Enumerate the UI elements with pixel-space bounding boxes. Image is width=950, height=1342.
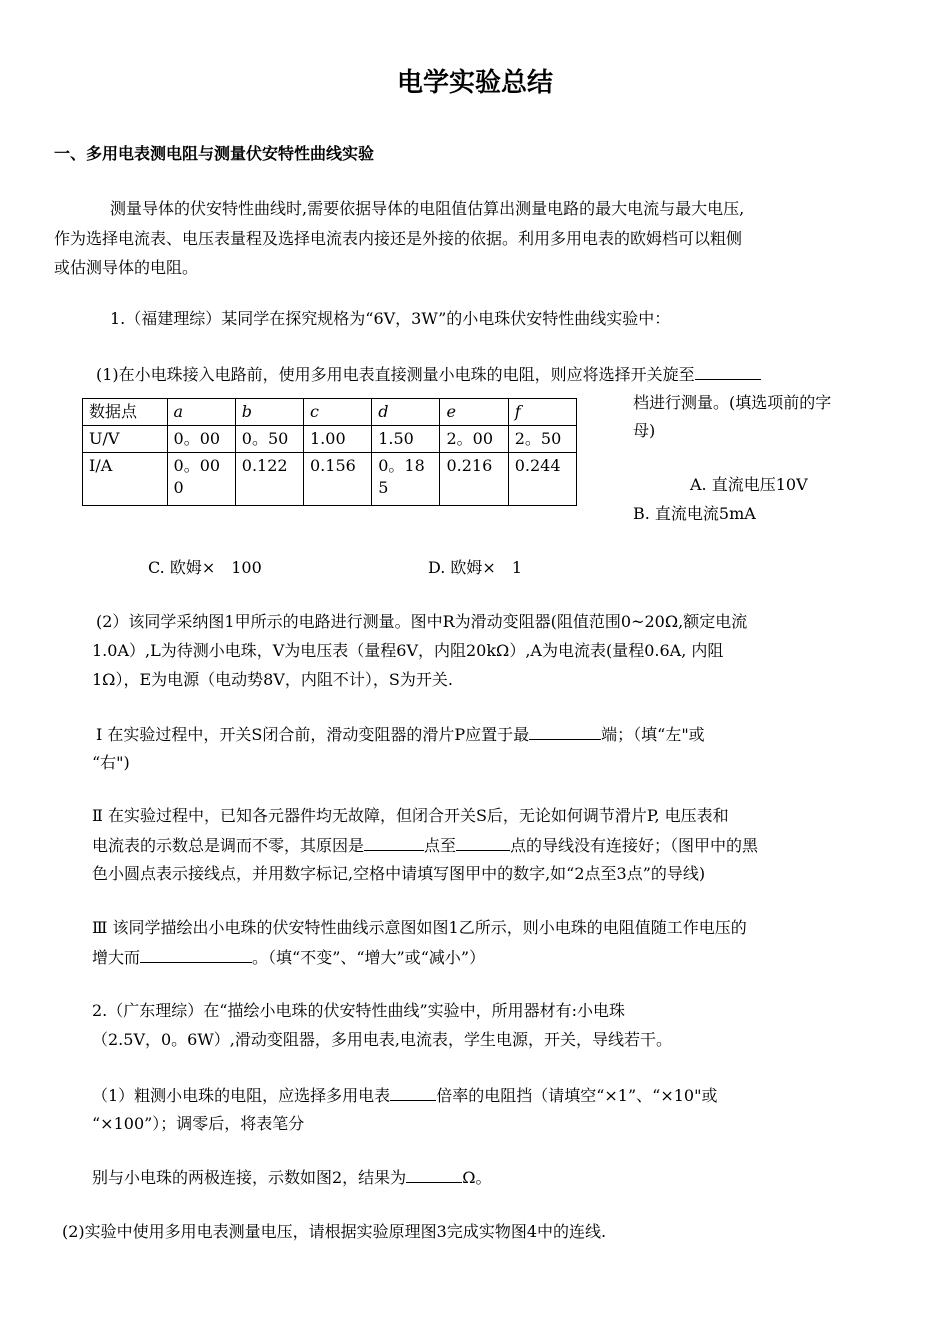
table-cell: 0。50 bbox=[235, 426, 303, 453]
page-title: 电学实验总结 bbox=[396, 68, 553, 98]
q2-part2: (2)实验中使用多用电表测量电压，请根据实验原理图3完成实物图4中的连线. bbox=[62, 1222, 607, 1241]
table-header-cell: 数据点 bbox=[83, 399, 168, 426]
answer-blank bbox=[695, 364, 761, 380]
table-header-row bbox=[83, 399, 577, 426]
table-header-cell: e bbox=[440, 399, 508, 426]
question-2-stem-2: （2.5V，0。6W）,滑动变阻器，多用电表,电流表，学生电源，开关，导线若干。 bbox=[92, 1030, 672, 1049]
table-cell: 0.216 bbox=[440, 453, 508, 506]
q1-roman3-line2: 增大而 。（填“不变”、“增大”或“减小”） bbox=[92, 948, 486, 967]
table-cell: 0.156 bbox=[304, 453, 372, 506]
table-header-cell: c bbox=[304, 399, 372, 426]
table-header-cell: a bbox=[167, 399, 235, 426]
q2-part1-line3: 别与小电珠的两极连接，示数如图2，结果为 Ω。 bbox=[92, 1168, 492, 1187]
answer-blank bbox=[140, 947, 252, 963]
q1-part2-line1: (2）该同学采纳图1甲所示的电路进行测量。图中R为滑动变阻器(阻值范围0~20Ω,额定电流 bbox=[96, 612, 748, 631]
table-cell: 0。00 bbox=[167, 426, 235, 453]
table-header-cell: f bbox=[508, 399, 576, 426]
table-cell: 0。000 bbox=[167, 453, 235, 506]
q1-part2-line2: 1.0A）,L为待测小电珠，V为电压表（量程6V，内阻20kΩ）,A为电流表(量程0.6A, 内阻 bbox=[92, 641, 724, 660]
data-table bbox=[82, 398, 577, 506]
q1-roman1-line1: Ⅰ 在实验过程中，开关S闭合前，滑动变阻器的滑片P应置于最 端；（填“左"或 bbox=[96, 725, 705, 744]
table-cell: 2。50 bbox=[508, 426, 576, 453]
q1-part1-line2: 档进行测量。(填选项前的字 bbox=[633, 393, 832, 412]
table-cell: 0.244 bbox=[508, 453, 576, 506]
option-d: D. 欧姆× 1 bbox=[428, 558, 523, 577]
table-row bbox=[83, 426, 577, 453]
table-cell: U/V bbox=[83, 426, 168, 453]
option-c: C. 欧姆× 100 bbox=[148, 558, 262, 577]
answer-blank bbox=[456, 835, 510, 851]
q1-roman2-line2: 电流表的示数总是调而不零，其原因是 点至 点的导线没有连接好；（图甲中的黑 bbox=[92, 836, 759, 855]
answer-blank bbox=[406, 1167, 462, 1183]
section-heading: 一、多用电表测电阻与测量伏安特性曲线实验 bbox=[54, 144, 375, 163]
q1-roman2-line3: 色小圆点表示接线点，并用数字标记,空格中请填写图甲中的数字,如“2点至3点”的导线) bbox=[92, 864, 706, 883]
option-b: B. 直流电流5mA bbox=[633, 504, 756, 523]
q2-part1-line1: （1）粗测小电珠的电阻，应选择多用电表 倍率的电阻挡（请填空“×1”、“×10"或 bbox=[92, 1086, 718, 1105]
intro-line-3: 或估测导体的电阻。 bbox=[54, 258, 199, 277]
table-cell: 0。185 bbox=[372, 453, 440, 506]
q2-part1-line2: “×100”）；调零后，将表笔分 bbox=[92, 1114, 305, 1133]
q1-part1-line1 bbox=[96, 364, 761, 385]
q1-roman1-line2: “右") bbox=[92, 753, 130, 772]
intro-line-1: 测量导体的伏安特性曲线时,需要依据导体的电阻值估算出测量电路的最大电流与最大电压, bbox=[110, 199, 745, 218]
q1-roman3-line1: Ⅲ 该同学描绘出小电珠的伏安特性曲线示意图如图1乙所示，则小电珠的电阻值随工作电压的 bbox=[92, 918, 747, 937]
table-cell: I/A bbox=[83, 453, 168, 506]
table-header-cell: b bbox=[235, 399, 303, 426]
q1-part1-text: (1)在小电珠接入电路前，使用多用电表直接测量小电珠的电阻，则应将选择开关旋至 bbox=[96, 365, 695, 384]
table-header-cell: d bbox=[372, 399, 440, 426]
q1-part2-line3: 1Ω），E为电源（电动势8V，内阻不计），S为开关. bbox=[92, 670, 453, 689]
table-row bbox=[83, 453, 577, 506]
answer-blank bbox=[364, 835, 424, 851]
q1-roman2-line1: Ⅱ 在实验过程中，已知各元器件均无故障，但闭合开关S后，无论如何调节滑片P, 电压表和 bbox=[92, 806, 729, 825]
question-1-stem: 1.（福建理综）某同学在探究规格为“6V，3W”的小电珠伏安特性曲线实验中： bbox=[110, 309, 671, 328]
intro-line-2: 作为选择电流表、电压表量程及选择电流表内接还是外接的依据。利用多用电表的欧姆档可以粗侧 bbox=[54, 229, 743, 248]
table-cell: 1.50 bbox=[372, 426, 440, 453]
table-cell: 2。00 bbox=[440, 426, 508, 453]
answer-blank bbox=[529, 724, 601, 740]
answer-blank bbox=[390, 1085, 436, 1101]
option-a: A. 直流电压10V bbox=[690, 475, 808, 494]
question-2-stem-1: 2.（广东理综）在“描绘小电珠的伏安特性曲线”实验中，所用器材有:小电珠 bbox=[92, 1001, 626, 1020]
table-cell: 0.122 bbox=[235, 453, 303, 506]
table-cell: 1.00 bbox=[304, 426, 372, 453]
q1-part1-line3: 母) bbox=[633, 421, 656, 440]
